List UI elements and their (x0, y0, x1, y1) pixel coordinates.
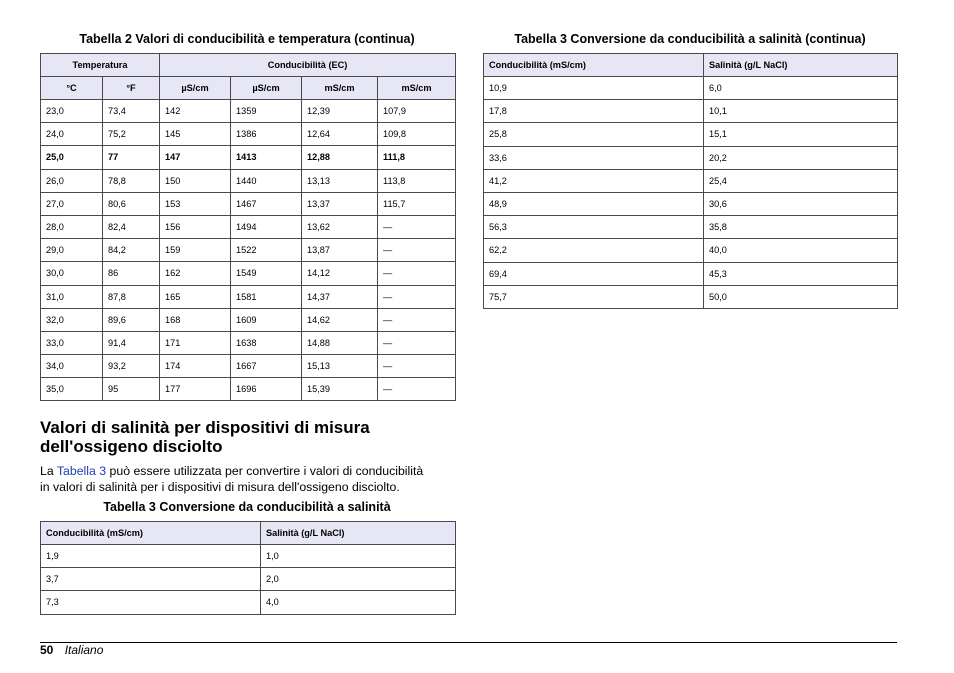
table2-row (41, 331, 456, 354)
table-cell: 50,0 (704, 285, 898, 308)
table2-unit-cell: °F (103, 77, 160, 100)
table-cell: 26,0 (41, 169, 103, 192)
table-cell: 13,62 (302, 215, 378, 238)
table-cell: 6,0 (704, 77, 898, 100)
table2-row (41, 100, 456, 123)
table-cell: 14,62 (302, 308, 378, 331)
table-cell: 12,39 (302, 100, 378, 123)
table-cell: 1359 (231, 100, 302, 123)
table2-row (41, 146, 456, 169)
table-cell: 177 (160, 378, 231, 401)
table3a-body (41, 545, 456, 615)
page-number: 50 (40, 643, 54, 657)
table-cell: 159 (160, 239, 231, 262)
table-cell: 1609 (231, 308, 302, 331)
table-cell: 25,4 (704, 169, 898, 192)
table-cell: 109,8 (378, 123, 456, 146)
table2-body (41, 100, 456, 401)
table-cell: 29,0 (41, 239, 103, 262)
table-cell: 1696 (231, 378, 302, 401)
table-cell: 84,2 (103, 239, 160, 262)
table3a-header-salinity: Salinità (g/L NaCl) (261, 522, 456, 545)
paragraph-text: La (40, 464, 57, 478)
table-cell: 1413 (231, 146, 302, 169)
table3b-row (484, 285, 898, 308)
table2-row (41, 169, 456, 192)
table-cell: 1467 (231, 192, 302, 215)
table-cell: 1386 (231, 123, 302, 146)
table-cell: 10,1 (704, 100, 898, 123)
table-cell: 1667 (231, 355, 302, 378)
table-cell: 82,4 (103, 215, 160, 238)
table-cell: 91,4 (103, 331, 160, 354)
table-cell: 48,9 (484, 192, 704, 215)
table2-header-temperature: Temperatura (41, 54, 160, 77)
table2-row (41, 355, 456, 378)
table-cell: 33,6 (484, 146, 704, 169)
table-cell: 24,0 (41, 123, 103, 146)
table-cell: 174 (160, 355, 231, 378)
table-cell: 168 (160, 308, 231, 331)
table-cell: 13,13 (302, 169, 378, 192)
table-cell: 87,8 (103, 285, 160, 308)
table3a-row (41, 568, 456, 591)
table-cell: — (378, 239, 456, 262)
table3b-header-salinity: Salinità (g/L NaCl) (704, 54, 898, 77)
paragraph-text: può essere utilizzata per convertire i valori di conducibilità (106, 464, 424, 478)
table-cell: 142 (160, 100, 231, 123)
table-cell: 25,8 (484, 123, 704, 146)
table-cell: 1638 (231, 331, 302, 354)
table-cell: 107,9 (378, 100, 456, 123)
table-cell: 13,37 (302, 192, 378, 215)
table3b-row (484, 239, 898, 262)
table3b-row (484, 216, 898, 239)
table-cell: 1494 (231, 215, 302, 238)
table2-header-conductivity: Conducibilità (EC) (160, 54, 456, 77)
table-cell: 145 (160, 123, 231, 146)
section-paragraph (40, 463, 460, 495)
table-cell: 30,6 (704, 192, 898, 215)
paragraph-text: in valori di salinità per i dispositivi di misura dell'ossigeno disciolto. (40, 480, 400, 494)
table-cell: 15,13 (302, 355, 378, 378)
table-cell: — (378, 285, 456, 308)
table3b-header-conductivity: Conducibilità (mS/cm) (484, 54, 704, 77)
table-cell: 7,3 (41, 591, 261, 614)
table-cell: 15,39 (302, 378, 378, 401)
table3a-row (41, 591, 456, 614)
table2-row (41, 262, 456, 285)
table-cell: 153 (160, 192, 231, 215)
table-cell: 1549 (231, 262, 302, 285)
table-cell: 13,87 (302, 239, 378, 262)
table-cell: 40,0 (704, 239, 898, 262)
table-cell: — (378, 262, 456, 285)
table-cell: 162 (160, 262, 231, 285)
table3b-row (484, 169, 898, 192)
table-cell: 1522 (231, 239, 302, 262)
table3-link[interactable]: Tabella 3 (56, 464, 107, 478)
table3b-body (484, 77, 898, 309)
table-cell: 23,0 (41, 100, 103, 123)
table-cell: 31,0 (41, 285, 103, 308)
table2-unit-cell: mS/cm (378, 77, 456, 100)
table3b-row (484, 146, 898, 169)
table-cell: 35,0 (41, 378, 103, 401)
table-cell: 25,0 (41, 146, 103, 169)
table-cell: 45,3 (704, 262, 898, 285)
table2-unit-cell: °C (41, 77, 103, 100)
table2-row (41, 215, 456, 238)
table-cell: 32,0 (41, 308, 103, 331)
table-cell: 95 (103, 378, 160, 401)
table2-unit-cell: mS/cm (302, 77, 378, 100)
table-cell: 1581 (231, 285, 302, 308)
table2-row (41, 308, 456, 331)
table-cell: 113,8 (378, 169, 456, 192)
table-cell: 2,0 (261, 568, 456, 591)
table3b-row (484, 262, 898, 285)
table-cell: 35,8 (704, 216, 898, 239)
footer-language: Italiano (64, 643, 104, 657)
table-cell: — (378, 215, 456, 238)
footer (40, 643, 103, 657)
table-cell: — (378, 308, 456, 331)
table3b-caption: Tabella 3 Conversione da conducibilità a salinità (continua) (514, 32, 866, 46)
table-cell: — (378, 331, 456, 354)
table-cell: 73,4 (103, 100, 160, 123)
table2-unit-cell: µS/cm (160, 77, 231, 100)
table-cell: 56,3 (484, 216, 704, 239)
table-cell: 115,7 (378, 192, 456, 215)
table2 (40, 53, 456, 401)
table3b-row (484, 77, 898, 100)
section-title-line1: Valori di salinità per dispositivi di misura (40, 418, 370, 437)
table2-caption: Tabella 2 Valori di conducibilità e temperatura (continua) (79, 32, 415, 46)
table-cell: 34,0 (41, 355, 103, 378)
table-cell: 41,2 (484, 169, 704, 192)
table-cell: 14,12 (302, 262, 378, 285)
table3a-row (41, 545, 456, 568)
footer-rule (40, 642, 897, 643)
table-cell: 14,88 (302, 331, 378, 354)
section-title (40, 418, 460, 456)
table3a (40, 521, 456, 615)
table2-row (41, 285, 456, 308)
table-cell: 3,7 (41, 568, 261, 591)
table-cell: 1,0 (261, 545, 456, 568)
table-cell: 165 (160, 285, 231, 308)
table-cell: 20,2 (704, 146, 898, 169)
table-cell: 150 (160, 169, 231, 192)
table-cell: 14,37 (302, 285, 378, 308)
table-cell: 15,1 (704, 123, 898, 146)
table-cell: 89,6 (103, 308, 160, 331)
table-cell: 1440 (231, 169, 302, 192)
table-cell: 12,64 (302, 123, 378, 146)
table2-unit-row (41, 77, 456, 100)
table-cell: 10,9 (484, 77, 704, 100)
table-cell: 77 (103, 146, 160, 169)
table-cell: 75,7 (484, 285, 704, 308)
table-cell: 17,8 (484, 100, 704, 123)
table-cell: 30,0 (41, 262, 103, 285)
table-cell: 27,0 (41, 192, 103, 215)
table2-row (41, 123, 456, 146)
table3b-row (484, 192, 898, 215)
table3a-caption: Tabella 3 Conversione da conducibilità a salinità (103, 500, 391, 514)
table-cell: 1,9 (41, 545, 261, 568)
table2-row (41, 239, 456, 262)
table2-unit-cell: µS/cm (231, 77, 302, 100)
table2-row (41, 378, 456, 401)
table-cell: 4,0 (261, 591, 456, 614)
table3b-row (484, 100, 898, 123)
table2-row (41, 192, 456, 215)
table-cell: 156 (160, 215, 231, 238)
table-cell: 147 (160, 146, 231, 169)
table-cell: 93,2 (103, 355, 160, 378)
table-cell: 78,8 (103, 169, 160, 192)
table-cell: 12,88 (302, 146, 378, 169)
table-cell: — (378, 355, 456, 378)
table3b (483, 53, 898, 309)
table-cell: 80,6 (103, 192, 160, 215)
table-cell: 33,0 (41, 331, 103, 354)
table-cell: 171 (160, 331, 231, 354)
table-cell: 75,2 (103, 123, 160, 146)
table-cell: — (378, 378, 456, 401)
table3b-row (484, 123, 898, 146)
table3a-header-conductivity: Conducibilità (mS/cm) (41, 522, 261, 545)
table-cell: 86 (103, 262, 160, 285)
table-cell: 69,4 (484, 262, 704, 285)
table-cell: 111,8 (378, 146, 456, 169)
table-cell: 62,2 (484, 239, 704, 262)
table-cell: 28,0 (41, 215, 103, 238)
section-title-line2: dell'ossigeno disciolto (40, 437, 223, 456)
